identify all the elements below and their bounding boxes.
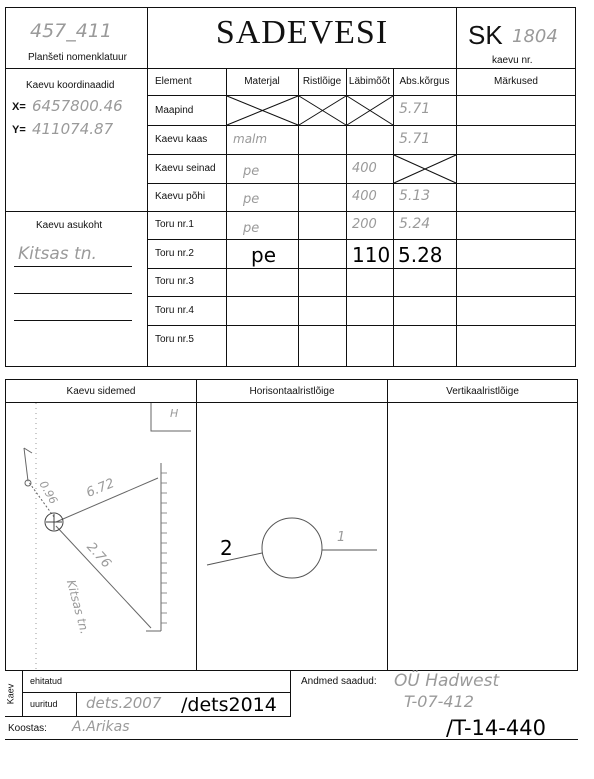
building-corner-mark: H (170, 407, 179, 420)
sketch-divider-2 (387, 379, 388, 671)
andmed-value-1: OÜ Hadwest (394, 671, 500, 691)
sketch-top-border (5, 379, 578, 380)
koostas-value: A.Arikas (72, 719, 130, 735)
uuritud-value: dets.2007 (86, 694, 162, 712)
cell-seinad-materjal: pe (243, 164, 260, 179)
row-element-maapind: Maapind (155, 105, 194, 116)
andmed-value-2: T-07-412 (404, 692, 474, 711)
column-header-labimoot: Läbimõõt (348, 76, 391, 87)
location-underline-1 (14, 266, 132, 267)
pipe-label-1: 1 (337, 530, 346, 545)
title-divider (456, 7, 457, 69)
koostas-label: Koostas: (8, 723, 47, 734)
sketch-right-border (577, 379, 578, 671)
vertical-section-label: Vertikaalristlõige (446, 386, 519, 397)
pipe-label-2: 2 (220, 536, 233, 560)
street-label: Kitsas tn. (63, 578, 92, 636)
coordinates-label: Kaevu koordinaadid (26, 80, 115, 91)
row-element-kaevu-seinad: Kaevu seinad (155, 163, 216, 174)
row-element-kaevu-pohi: Kaevu põhi (155, 191, 206, 202)
cell-toru1-labimoot: 200 (352, 217, 377, 232)
cell-toru2-labimoot: 110 (352, 243, 391, 267)
cell-kaas-abs: 5.71 (399, 131, 431, 147)
nomenclature-value: 457_411 (30, 20, 113, 42)
ehitatud-label: ehitatud (30, 676, 63, 686)
page-title: SADEVESI (215, 14, 389, 51)
footer-center-divider (290, 670, 291, 717)
row-element-toru-1: Toru nr.1 (155, 219, 194, 230)
frame-top-border (5, 7, 576, 8)
well-label: kaevu nr. (492, 55, 533, 66)
connections-label: Kaevu sidemed (66, 386, 136, 397)
kaev-side-label: Kaev (5, 683, 16, 705)
footer-bottom-line (5, 716, 290, 717)
frame-bottom-border (5, 366, 576, 367)
distance-label-3: 2.76 (83, 539, 114, 572)
distance-label-1: 0.96 (36, 478, 61, 507)
cell-toru2-materjal: pe (251, 243, 276, 267)
andmed-label: Andmed saadud: (301, 676, 377, 687)
uuritud-label: uuritud (30, 699, 58, 709)
column-header-ristloige: Ristlõige (302, 76, 342, 87)
cell-toru1-materjal: pe (243, 221, 260, 236)
y-value: 411074.87 (32, 120, 114, 138)
column-header-markused: Märkused (494, 76, 538, 87)
row-element-toru-3: Toru nr.3 (155, 276, 194, 287)
cell-seinad-labimoot: 400 (352, 161, 377, 176)
y-prefix: Y= (12, 124, 26, 136)
well-number: 1804 (512, 26, 558, 47)
footer-uuritud-divider (76, 692, 77, 717)
nomenclature-label: Planšeti nomenklatuur (28, 52, 127, 63)
x-value: 6457800.46 (32, 97, 123, 115)
cell-pohi-labimoot: 400 (352, 189, 377, 204)
row-element-toru-5: Toru nr.5 (155, 334, 194, 345)
row-element-kaevu-kaas: Kaevu kaas (155, 134, 208, 145)
document-number: /T-14-440 (446, 716, 546, 740)
column-header-materjal: Materjal (244, 76, 280, 87)
cell-kaas-materjal: malm (233, 132, 268, 146)
well-elements-table (147, 68, 576, 366)
location-underline-3 (14, 320, 132, 321)
cell-pohi-materjal: pe (243, 192, 260, 207)
location-underline-2 (14, 293, 132, 294)
location-value: Kitsas tn. (18, 244, 97, 264)
footer-mid-line (22, 692, 290, 693)
cell-toru1-abs: 5.24 (399, 216, 431, 232)
column-header-abs-korgus: Abs.kõrgus (399, 76, 450, 87)
frame-left-border (5, 7, 6, 367)
distance-label-2: 6.72 (84, 476, 117, 501)
well-prefix: SK (468, 20, 503, 50)
uuritud-new-value: /dets2014 (181, 694, 277, 716)
cell-toru2-abs: 5.28 (398, 243, 443, 267)
location-label: Kaevu asukoht (36, 220, 103, 231)
row-element-toru-4: Toru nr.4 (155, 305, 194, 316)
cell-maapind-abs: 5.71 (399, 101, 431, 117)
column-header-element: Element (155, 76, 192, 87)
cell-pohi-abs: 5.13 (399, 188, 431, 204)
horizontal-section-label: Horisontaalristlõige (249, 386, 335, 397)
left-section-divider (5, 211, 148, 212)
x-prefix: X= (12, 101, 26, 113)
connections-sketch (6, 403, 196, 671)
row-element-toru-2: Toru nr.2 (155, 248, 194, 259)
footer-side-divider (22, 670, 23, 717)
